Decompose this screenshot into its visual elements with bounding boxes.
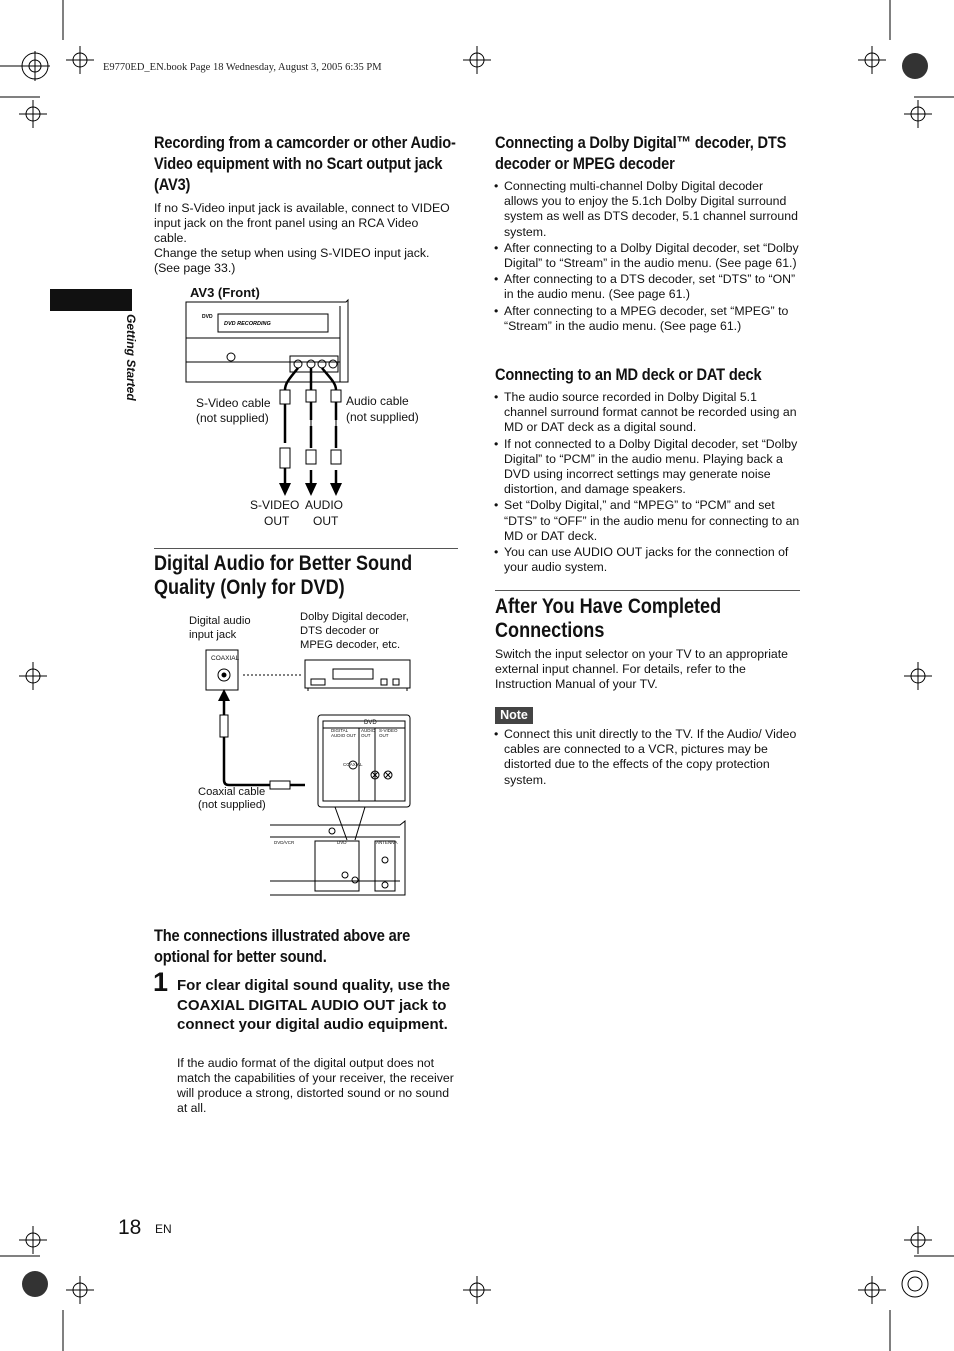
coax-cable-note: (not supplied) bbox=[198, 799, 266, 811]
dvd-logo-small: DVD bbox=[202, 314, 213, 320]
book-header: E9770ED_EN.book Page 18 Wednesday, August 3, 2005 6:35 PM bbox=[103, 62, 382, 73]
list-item: • Connect this unit directly to the TV. If the Audio/ Video cables are connected to a VCR, pictures may be distorted due to the effects of the copy protection system. bbox=[495, 727, 800, 788]
audio-cable-note: (not supplied) bbox=[346, 410, 419, 424]
side-tab-label: Getting Started bbox=[124, 314, 138, 401]
audio-out-label: AUDIO bbox=[305, 498, 344, 512]
after-body: Switch the input selector on your TV to an appropriate external input channel. For details, refer to the Instruction Manual of your TV. bbox=[495, 647, 789, 691]
lang-label: EN bbox=[155, 1222, 172, 1236]
section-rule-right bbox=[495, 590, 800, 591]
decoder-label-2: DTS decoder or bbox=[300, 625, 379, 637]
list-item: • After connecting to a DTS decoder, set “DTS” to “ON” in the audio menu. (See page 61.) bbox=[495, 272, 800, 302]
digital-audio-out-label: DIGITAL AUDIO OUT bbox=[331, 728, 357, 738]
list-item: • After connecting to a Dolby Digital decoder, set “Dolby Digital” to “Stream” in the audio menu. (See page 61.) bbox=[495, 241, 800, 271]
optional-subhead: The connections illustrated above are optional for better sound. bbox=[154, 926, 411, 966]
audio-cable-label: Audio cable bbox=[346, 394, 409, 408]
side-tab bbox=[50, 289, 132, 311]
section-dolby-title: Connecting a Dolby Digital™ decoder, DTS decoder or MPEG decoder bbox=[495, 133, 787, 173]
list-item: • After connecting to a MPEG decoder, set “MPEG” to “Stream” in the audio menu. (See page 61.) bbox=[495, 304, 800, 334]
step-body: If the audio format of the digital output does not match the capabilities of your receiver, the receiver will produce a strong, distorted sound or no sound at all. bbox=[177, 1056, 454, 1115]
list-item: • You can use AUDIO OUT jacks for the connection of your audio system. bbox=[495, 545, 800, 575]
section-after-title: After You Have Completed Connections bbox=[495, 595, 722, 642]
note-badge: Note bbox=[495, 707, 533, 724]
digital-diagram bbox=[195, 645, 415, 900]
audio-out-small-label: AUDIO OUT bbox=[361, 728, 376, 738]
av3-body-1: If no S-Video input jack is available, connect to VIDEO input jack on the front panel using an RCA Video cable. bbox=[154, 201, 450, 245]
decoder-label-1: Dolby Digital decoder, bbox=[300, 611, 409, 623]
av3-diagram-title: AV3 (Front) bbox=[190, 285, 260, 300]
section-rule bbox=[154, 548, 458, 549]
svideo-cable-note: (not supplied) bbox=[196, 411, 269, 425]
list-item: • Set “Dolby Digital,” and “MPEG” to “PCM” and set “DTS” to “OFF” in the audio menu for connecting to an MD or DAT deck. bbox=[495, 498, 800, 544]
svideo-out-label: S-VIDEO bbox=[250, 498, 300, 512]
rear-label-3: ANTENNA bbox=[376, 840, 398, 845]
av3-body-2: Change the setup when using S-VIDEO input jack. (See page 33.) bbox=[154, 246, 430, 275]
note-bullet-list bbox=[495, 727, 800, 788]
step-title: For clear digital sound quality, use the COAXIAL DIGITAL AUDIO OUT jack to connect your digital audio equipment. bbox=[177, 977, 451, 1033]
list-item: • If not connected to a Dolby Digital decoder, set “Dolby Digital” to “PCM” in the audio menu. Playing back a DVD using incorrect settings may generate noise distortion, and damage speakers. bbox=[495, 437, 800, 498]
md-bullet-list bbox=[495, 390, 800, 575]
decoder-label-3: MPEG decoder, etc. bbox=[300, 639, 401, 651]
svideo-out-label-2: OUT bbox=[264, 514, 290, 528]
coaxial-small-label: COAXIAL bbox=[343, 762, 363, 767]
s-video-out-small-label: S-VIDEO OUT bbox=[379, 728, 398, 738]
section-digital-title: Digital Audio for Better Sound Quality (Only for DVD) bbox=[154, 552, 413, 599]
rear-label-1: DVD/VCR bbox=[274, 840, 295, 845]
section-md-title: Connecting to an MD deck or DAT deck bbox=[495, 365, 762, 384]
device-logo: DVD RECORDING bbox=[224, 321, 271, 327]
list-item: • Connecting multi-channel Dolby Digital decoder allows you to enjoy the 5.1ch Dolby Digital surround system as well as DTS decoder, 5.1 channel surround system. bbox=[495, 179, 800, 240]
digital-input-label-2: input jack bbox=[189, 629, 237, 641]
coaxial-label: COAXIAL bbox=[211, 655, 240, 662]
list-item: • The audio source recorded in Dolby Digital 5.1 channel surround format cannot be recorded using an MD or DAT deck as a digital sound. bbox=[495, 390, 800, 436]
audio-out-label-2: OUT bbox=[313, 514, 339, 528]
digital-input-label: Digital audio bbox=[189, 615, 251, 627]
page-number: 18 bbox=[118, 1216, 142, 1239]
dvd-panel-label: DVD bbox=[364, 720, 377, 726]
dolby-bullet-list bbox=[495, 179, 800, 334]
rear-label-2: DVD bbox=[337, 840, 347, 845]
svideo-cable-label: S-Video cable bbox=[196, 396, 271, 410]
step-number: 1 bbox=[153, 967, 169, 997]
section-av3-title: Recording from a camcorder or other Audio-Video equipment with no Scart output jack (AV3) bbox=[154, 133, 456, 194]
coax-cable-label: Coaxial cable bbox=[198, 786, 266, 798]
